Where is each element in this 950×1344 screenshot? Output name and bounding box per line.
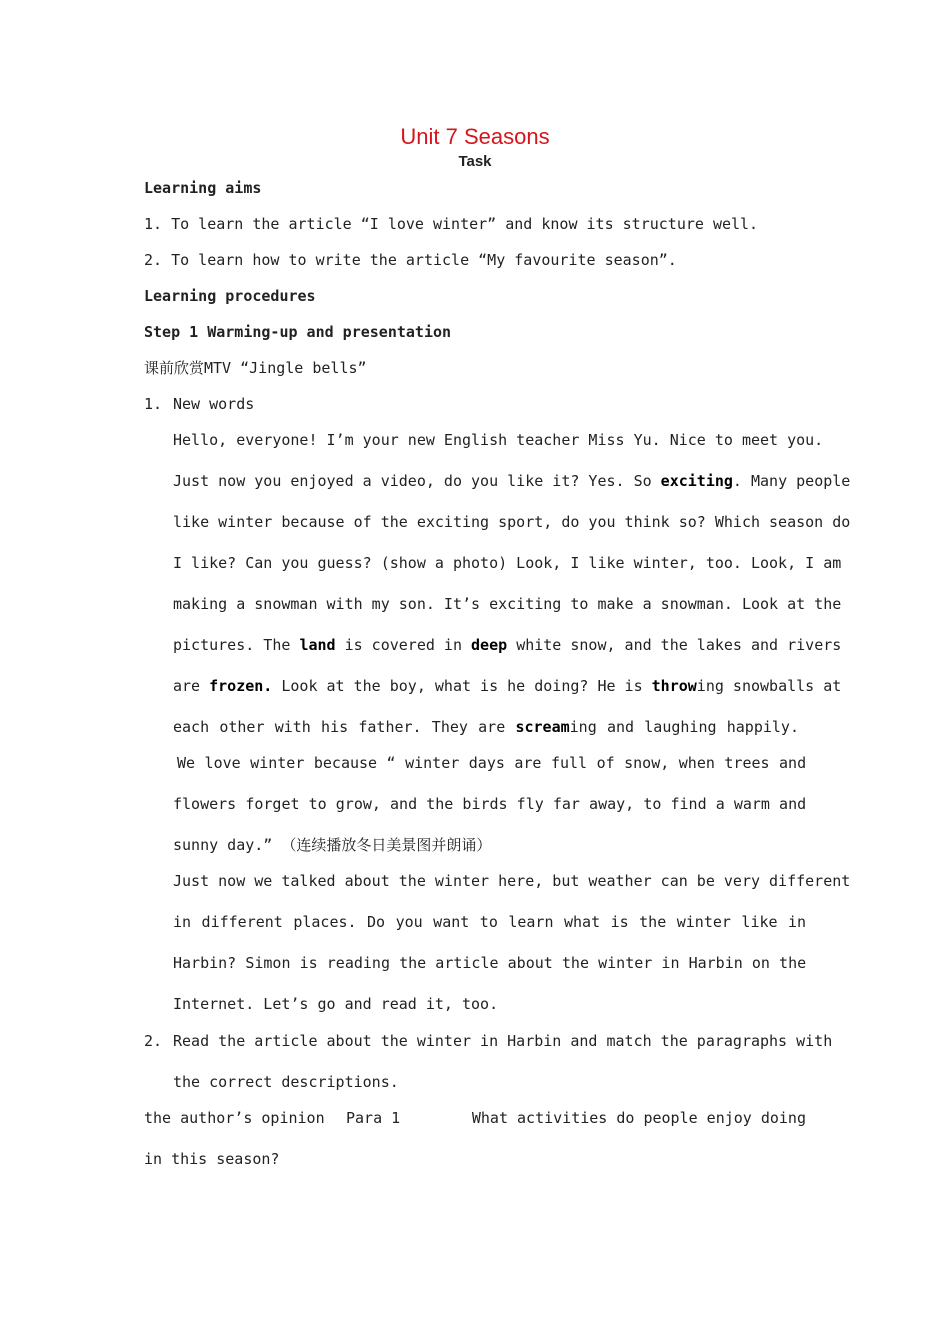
task2-line-1: Read the article about the winter in Harbin and match the paragraphs with: [173, 1032, 833, 1050]
task2-line-2: the correct descriptions.: [173, 1073, 399, 1091]
passage-text: is covered in: [344, 636, 462, 654]
keyword-throw: throw: [651, 677, 697, 695]
passage-line-5: making a snowman with my son. It’s exciting to make a snowman. Look at the: [173, 595, 842, 613]
aim-item-2: 2. To learn how to write the article “My favourite season”.: [144, 251, 677, 269]
mtv-line: 课前欣赏MTV “Jingle bells”: [144, 359, 367, 377]
new-words-number: 1.: [144, 395, 163, 413]
passage-text: Just now you enjoyed a video, do you like it? Yes. So: [173, 472, 652, 490]
passage-text: ing and laughing happily.: [569, 718, 799, 736]
passage-text: white snow, and the lakes and rivers: [516, 636, 842, 654]
passage-text: each other with his father. They are: [173, 718, 506, 736]
passage-text: ing snowballs at: [696, 677, 842, 695]
learning-procedures-heading: Learning procedures: [144, 287, 316, 305]
passage-text: are: [173, 677, 201, 695]
page-title: Unit 7 Seasons: [400, 124, 550, 149]
passage-line-13: in different places. Do you want to learn what is the winter like in: [173, 913, 807, 931]
match-row: [144, 1108, 806, 1128]
passage-line-8: [173, 717, 799, 737]
step1-heading: Step 1 Warming-up and presentation: [144, 323, 452, 341]
passage-line-4: I like? Can you guess? (show a photo) Look, I like winter, too. Look, I am: [173, 554, 842, 572]
passage-text: . Many people: [732, 472, 851, 490]
keyword-land: land: [299, 636, 336, 654]
passage-line-3: like winter because of the exciting sport, do you think so? Which season do: [173, 513, 851, 531]
match-question-cont: in this season?: [144, 1150, 280, 1168]
passage-line-12: Just now we talked about the winter here, but weather can be very different: [173, 872, 851, 890]
match-question: What activities do people enjoy doing: [471, 1109, 806, 1127]
match-para: Para 1: [346, 1109, 401, 1127]
passage-text: pictures. The: [173, 636, 291, 654]
passage-line-1: Hello, everyone! I’m your new English teacher Miss Yu. Nice to meet you.: [173, 431, 824, 449]
aim-item-1: 1. To learn the article “I love winter” and know its structure well.: [144, 215, 759, 233]
match-description: the author’s opinion: [144, 1109, 325, 1127]
learning-aims-heading: Learning aims: [144, 179, 262, 197]
keyword-deep: deep: [471, 636, 508, 654]
passage-line-7: [173, 676, 841, 696]
passage-line-2: [173, 471, 850, 491]
keyword-scream: scream: [515, 718, 570, 736]
passage-line-15: Internet. Let’s go and read it, too.: [173, 995, 499, 1013]
keyword-frozen: frozen.: [209, 677, 273, 695]
task2-number: 2.: [144, 1032, 163, 1050]
passage-line-11: sunny day.” （连续播放冬日美景图并朗诵）: [173, 836, 492, 854]
passage-text: Look at the boy, what is he doing? He is: [281, 677, 643, 695]
page-subtitle: Task: [458, 153, 492, 170]
passage-line-10: flowers forget to grow, and the birds fly far away, to find a warm and: [173, 795, 807, 813]
passage-line-9: We love winter because “ winter days are full of snow, when trees and: [177, 754, 807, 772]
keyword-exciting: exciting: [660, 472, 733, 490]
passage-line-14: Harbin? Simon is reading the article about the winter in Harbin on the: [173, 954, 807, 972]
passage-line-6: [173, 635, 841, 655]
new-words-label: New words: [173, 395, 255, 413]
